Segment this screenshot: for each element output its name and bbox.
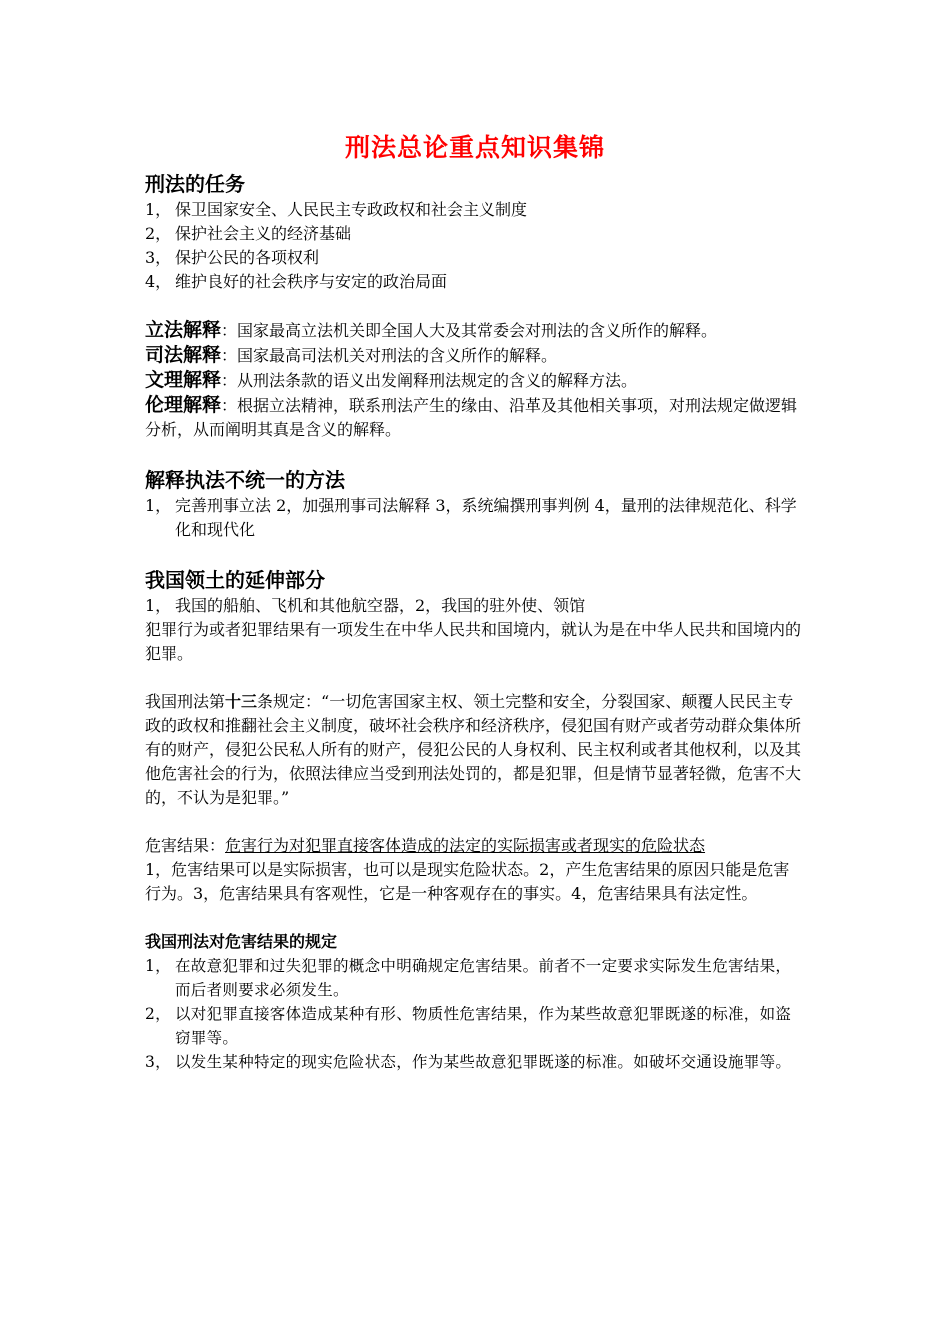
territory-paragraph: 犯罪行为或者犯罪结果有一项发生在中华人民共和国境内，就认为是在中华人民共和国境内的犯罪。 [145, 620, 802, 663]
section-heading-harm-provisions: 我国刑法对危害结果的规定 [145, 932, 338, 951]
harm-provisions-list [145, 954, 805, 1074]
tasks-list [145, 198, 805, 294]
section-heading-unify-methods: 解释执法不统一的方法 [145, 468, 345, 492]
territory-list [145, 594, 805, 618]
section-heading-territory-extension: 我国领土的延伸部分 [145, 568, 325, 592]
list-item: 2， 以对犯罪直接客体造成某种有形、物质性危害结果，作为某些故意犯罪既遂的标准，如盗窃罪等。 [145, 1005, 792, 1047]
section-heading-criminal-law-tasks: 刑法的任务 [145, 172, 245, 196]
list-item: 4， 维护良好的社会秩序与安定的政治局面 [145, 272, 448, 291]
list-item: 3， 保护公民的各项权利 [145, 248, 320, 267]
document-title: 刑法总论重点知识集锦 [344, 133, 605, 162]
list-item: 1， 完善刑事立法 2，加强刑事司法解释 3，系统编撰刑事判例 4，量刑的法律规范化、科学化和现代化 [145, 496, 797, 539]
list-item: 2， 保护社会主义的经济基础 [145, 224, 352, 243]
definition-ethical: 伦理解释：根据立法精神，联系刑法产生的缘由、沿革及其他相关事项，对刑法规定做逻辑分析，从而阐明其真是含义的解释。 [145, 394, 798, 439]
harm-result-paragraph: 1，危害结果可以是实际损害，也可以是现实危险状态。2，产生危害结果的原因只能是危害行为。3，危害结果具有客观性，它是一种客观存在的事实。4，危害结果具有法定性。 [145, 860, 790, 903]
list-item: 1， 我国的船舶、飞机和其他航空器，2，我国的驻外使、领馆 [145, 596, 586, 615]
article-13-paragraph: 我国刑法第十三条规定：“一切危害国家主权、领土完整和安全，分裂国家、颠覆人民民主专政的政权和推翻社会主义制度，破坏社会秩序和经济秩序，侵犯国有财产或者劳动群众集体所有的财产，侵犯公民私人所有的财产，侵犯公民的人身权利、民主权利或者其他权利，以及其他危害社会的行为，依照法律应当受到刑法处罚的，都是犯罪，但是情节显著轻微，危害不大的，不认为是犯罪。” [145, 692, 802, 807]
list-item: 3， 以发生某种特定的现实危险状态，作为某些故意犯罪既遂的标准。如破坏交通设施罪等。 [145, 1053, 792, 1071]
definition-legislative: 立法解释：国家最高立法机关即全国人大及其常委会对刑法的含义所作的解释。 [145, 319, 718, 341]
definition-judicial: 司法解释：国家最高司法机关对刑法的含义所作的解释。 [145, 344, 558, 366]
definition-literal: 文理解释：从刑法条款的语义出发阐释刑法规定的含义的解释方法。 [145, 369, 638, 391]
list-item: 1， 保卫国家安全、人民民主专政政权和社会主义制度 [145, 200, 528, 219]
harm-result-definition: 危害结果：危害行为对犯罪直接客体造成的法定的实际损害或者现实的危险状态 [145, 836, 706, 855]
methods-list [145, 494, 805, 542]
list-item: 1， 在故意犯罪和过失犯罪的概念中明确规定危害结果。前者不一定要求实际发生危害结果，而后者则要求必须发生。 [145, 957, 792, 999]
